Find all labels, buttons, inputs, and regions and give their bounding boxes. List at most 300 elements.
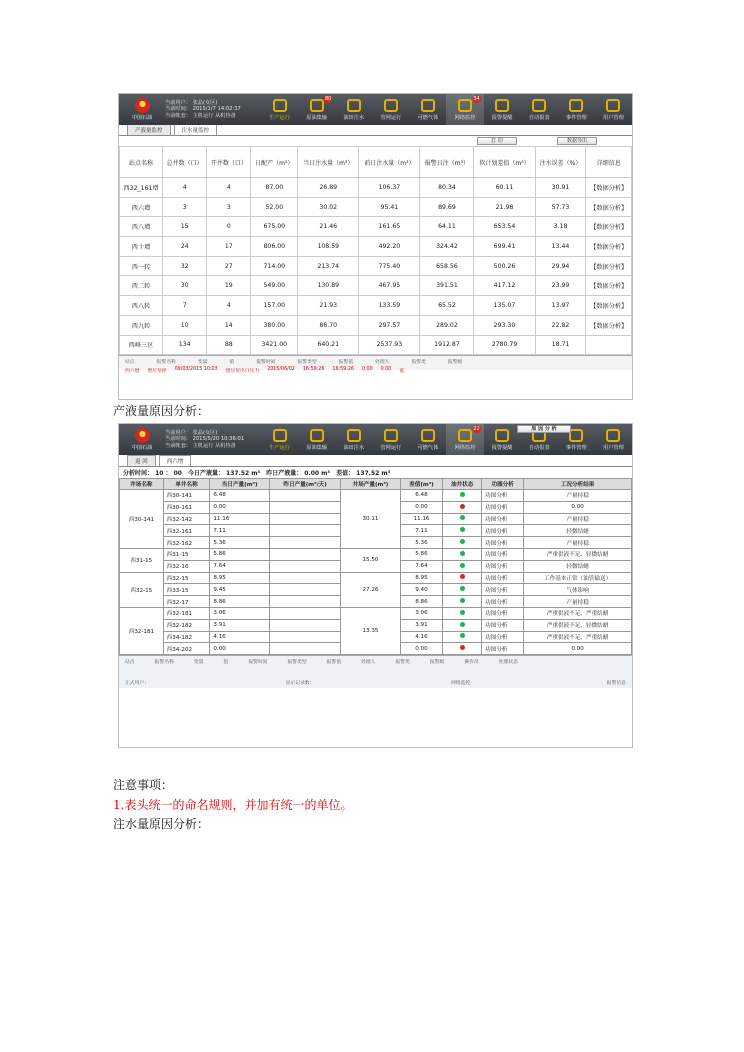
table-cell: 15 bbox=[163, 217, 207, 237]
alarm-header: 站点 bbox=[125, 660, 135, 666]
table-cell: 391.51 bbox=[420, 276, 474, 296]
table-cell: 30 bbox=[163, 276, 207, 296]
alarm-value: 增压泵停 bbox=[147, 369, 167, 375]
condition-result: 产量持稳 bbox=[524, 490, 632, 502]
diff-value: 6.48 bbox=[400, 490, 442, 502]
column-header: 详细信息 bbox=[586, 147, 632, 178]
note-title: 注意事项： bbox=[113, 778, 174, 792]
alarm-header: 报警名称 bbox=[154, 660, 174, 666]
table-cell: 2780.79 bbox=[474, 335, 535, 355]
status-dot bbox=[460, 610, 465, 615]
today-output: 0.00 bbox=[210, 643, 270, 655]
status-dot bbox=[460, 527, 465, 532]
table-cell: 0 bbox=[207, 217, 251, 237]
table-cell: 60.11 bbox=[474, 178, 535, 198]
nav-label: 用户管理 bbox=[603, 444, 624, 451]
table-cell: 106.37 bbox=[359, 178, 420, 198]
alarm-value: 09/03/2015 10:03 bbox=[174, 367, 218, 373]
dyno-analysis-link[interactable]: 功图分析 bbox=[482, 643, 524, 655]
alarm-header: 报警值 bbox=[326, 660, 342, 666]
condition-result: 轻微结蜡 bbox=[524, 525, 632, 537]
diff-value: 0.00 bbox=[400, 501, 442, 513]
well-table bbox=[119, 478, 632, 655]
table-cell: 65.52 bbox=[420, 296, 474, 316]
nav-icon bbox=[347, 429, 361, 442]
today-output: 3.06 bbox=[210, 607, 270, 619]
table-cell: 21.46 bbox=[298, 217, 359, 237]
yesterday-output bbox=[269, 584, 340, 596]
table-cell: 西十增 bbox=[120, 237, 163, 257]
table-cell: 西二转 bbox=[120, 276, 163, 296]
main-nav bbox=[261, 424, 632, 455]
nav-icon bbox=[569, 429, 583, 442]
data-analysis-link[interactable]: 【数据分析】 bbox=[586, 256, 632, 276]
nav-item-6[interactable] bbox=[484, 94, 521, 125]
column-header: 当日注水量（m³） bbox=[298, 147, 359, 178]
alarm-value: 低 bbox=[399, 369, 405, 375]
well-status bbox=[443, 596, 482, 608]
alarm-value: 0.00 bbox=[380, 367, 392, 373]
table-cell: 57.73 bbox=[535, 197, 586, 217]
well-status bbox=[443, 619, 482, 631]
nav-item-3[interactable] bbox=[372, 94, 409, 125]
column-header: 单井名称 bbox=[163, 479, 210, 490]
data-analysis-link[interactable]: 【数据分析】 bbox=[586, 276, 632, 296]
nav-icon bbox=[384, 99, 398, 112]
alarm-panel bbox=[119, 655, 632, 688]
dyno-analysis-link[interactable]: 功图分析 bbox=[482, 619, 524, 631]
table-cell: 699.41 bbox=[474, 237, 535, 257]
today-output: 7.11 bbox=[210, 525, 270, 537]
today-output: 11.16 bbox=[210, 513, 270, 525]
data-analysis-link[interactable]: 【数据分析】 bbox=[586, 217, 632, 237]
table-cell: 7 bbox=[163, 296, 207, 316]
alarm-header: 变量 bbox=[193, 660, 204, 666]
nav-item-5[interactable] bbox=[446, 94, 483, 125]
output-diff: 差值： 137.52 m³ bbox=[336, 470, 391, 477]
nav-label: 可燃气体 bbox=[417, 114, 439, 121]
nav-label: 油田注水 bbox=[343, 114, 365, 121]
today-output: 今日产液量： 137.52 m³ bbox=[187, 470, 261, 477]
back-tab[interactable]: 返 回 bbox=[127, 455, 156, 466]
nav-item-6[interactable] bbox=[484, 424, 521, 455]
well-status bbox=[443, 643, 482, 655]
footer-network: 网络监控 bbox=[450, 681, 471, 687]
data-analysis-link[interactable]: 【数据分析】 bbox=[586, 315, 632, 335]
alarm-value: 增压泵出口压力 bbox=[225, 369, 260, 375]
condition-result: 产量持稳 bbox=[524, 596, 632, 608]
diff-value: 9.40 bbox=[400, 584, 442, 596]
well-status bbox=[443, 525, 482, 537]
nav-label: 油田注水 bbox=[343, 444, 365, 451]
data-analysis-link bbox=[586, 335, 632, 355]
nav-item-7[interactable] bbox=[521, 94, 558, 125]
condition-result: 轻微结蜡 bbox=[524, 560, 632, 572]
status-dot bbox=[460, 598, 465, 603]
condition-result: 0.00 bbox=[524, 501, 632, 513]
table-cell: 806.00 bbox=[251, 237, 298, 257]
alarm-value: 2015/06/02 bbox=[267, 367, 295, 373]
nav-icon bbox=[273, 99, 287, 112]
table-cell: 134 bbox=[163, 335, 207, 355]
table-cell: 24 bbox=[163, 237, 207, 257]
table-row bbox=[120, 256, 632, 276]
nav-icon bbox=[458, 429, 472, 442]
current-user: 当前用户： 张晶(女区) bbox=[165, 99, 218, 106]
nav-icon bbox=[310, 99, 324, 112]
note-item-1: 1.表头统一的命名规则，并加有统一的单位。 bbox=[113, 798, 353, 812]
dyno-analysis-link[interactable]: 功图分析 bbox=[482, 631, 524, 643]
status-dot bbox=[460, 563, 465, 568]
dyno-analysis-link[interactable]: 功图分析 bbox=[482, 501, 524, 513]
table-cell: 293.30 bbox=[474, 315, 535, 335]
table-cell: 3.18 bbox=[535, 217, 586, 237]
nav-icon bbox=[532, 99, 546, 112]
alarm-header: 站点 bbox=[125, 360, 135, 366]
alarm-header: 报警类型 bbox=[287, 660, 307, 666]
nav-label: 可燃气体 bbox=[417, 444, 439, 451]
well-name: 西30-141 bbox=[163, 490, 210, 502]
table-cell: 西八增 bbox=[120, 217, 163, 237]
table-cell: 289.02 bbox=[420, 315, 474, 335]
table-cell: 18.71 bbox=[535, 335, 586, 355]
diff-value: 8.95 bbox=[400, 572, 442, 584]
analysis-time: 分析时间： 10 ： 00 bbox=[123, 470, 182, 477]
nav-label: 网络监控 bbox=[454, 444, 476, 451]
table-row bbox=[120, 276, 632, 296]
data-analysis-link[interactable]: 【数据分析】 bbox=[586, 237, 632, 257]
today-output: 8.95 bbox=[210, 572, 270, 584]
nav-icon bbox=[606, 429, 620, 442]
well-name: 西32-162 bbox=[163, 537, 210, 549]
table-cell: 13.44 bbox=[535, 237, 586, 257]
today-output: 9.45 bbox=[210, 584, 270, 596]
table-cell: 88 bbox=[207, 335, 251, 355]
tab-liquid[interactable]: 产液量监控 bbox=[127, 124, 171, 135]
table-cell: 467.95 bbox=[359, 276, 420, 296]
alarm-header: 报警时间 bbox=[256, 360, 276, 366]
nav-label: 生产运行 bbox=[269, 444, 290, 451]
nav-icon bbox=[421, 99, 435, 112]
table-cell: 14 bbox=[207, 315, 251, 335]
well-name: 西32-16 bbox=[163, 560, 210, 572]
status-dot bbox=[460, 622, 465, 627]
column-header: 日配产（m³） bbox=[251, 147, 298, 178]
well-status bbox=[443, 631, 482, 643]
data-analysis-link[interactable]: 【数据分析】 bbox=[586, 178, 632, 198]
dyno-analysis-link[interactable]: 功图分析 bbox=[482, 548, 524, 560]
table-cell: 1912.87 bbox=[420, 335, 474, 355]
user-info bbox=[165, 100, 261, 120]
nav-label: 事件管理 bbox=[565, 114, 587, 121]
site-name: 西30-141 bbox=[120, 490, 164, 549]
table-cell: 27 bbox=[207, 256, 251, 276]
export-button[interactable]: 数据导出 bbox=[557, 137, 597, 145]
status-dot bbox=[460, 515, 465, 520]
data-analysis-link[interactable]: 【数据分析】 bbox=[586, 296, 632, 316]
footer-alarm: 报警信息 bbox=[606, 681, 626, 687]
alarm-value: 西六增 bbox=[125, 369, 140, 375]
nav-icon bbox=[384, 429, 398, 442]
table-cell: 3 bbox=[163, 197, 207, 217]
table-cell: 161.65 bbox=[359, 217, 420, 237]
table-cell: 89.69 bbox=[420, 197, 474, 217]
status-dot bbox=[460, 633, 465, 638]
nav-icon bbox=[310, 429, 324, 442]
status-dot bbox=[460, 551, 465, 556]
table-cell: 64.11 bbox=[420, 217, 474, 237]
table-cell: 4 bbox=[207, 296, 251, 316]
alarm-value: 0.00 bbox=[361, 367, 373, 373]
site-output: 15.50 bbox=[341, 548, 401, 572]
diff-value: 0.00 bbox=[400, 643, 442, 655]
petrochina-logo: 中国石油 bbox=[119, 428, 165, 451]
well-status bbox=[443, 501, 482, 513]
condition-result: 0.00 bbox=[524, 643, 632, 655]
table-cell: 21.98 bbox=[474, 197, 535, 217]
column-header: 前日注水量（m³） bbox=[359, 147, 420, 178]
nav-icon bbox=[347, 99, 361, 112]
column-header: 工况分析结果 bbox=[524, 479, 632, 490]
nav-label: 报警提醒 bbox=[491, 114, 513, 121]
table-cell: 21.93 bbox=[298, 296, 359, 316]
table-row bbox=[120, 548, 632, 560]
well-name: 西31-15 bbox=[163, 548, 210, 560]
nav-item-0[interactable] bbox=[261, 94, 298, 125]
nav-label: 用户管理 bbox=[603, 114, 624, 121]
well-name: 西32-181 bbox=[163, 607, 210, 619]
screenshot-reason-analysis bbox=[118, 423, 633, 748]
nav-label: 事件管理 bbox=[565, 444, 587, 451]
condition-result: 产量持稳 bbox=[524, 513, 632, 525]
well-name: 西32-182 bbox=[163, 619, 210, 631]
diff-value: 5.36 bbox=[400, 537, 442, 549]
column-header: 昨日产量(m³/天) bbox=[269, 479, 340, 490]
table-cell: 297.57 bbox=[359, 315, 420, 335]
condition-result: 严重供液不足、严重结蜡 bbox=[524, 631, 632, 643]
table-cell: 23.99 bbox=[535, 276, 586, 296]
table-cell: 西八转 bbox=[120, 296, 163, 316]
yesterday-output bbox=[269, 596, 340, 608]
table-cell: 3 bbox=[207, 197, 251, 217]
nav-item-4[interactable] bbox=[409, 94, 446, 125]
print-button[interactable]: 打 印 bbox=[477, 137, 517, 145]
dyno-analysis-link[interactable]: 功图分析 bbox=[482, 607, 524, 619]
condition-result: 产量持稳 bbox=[524, 537, 632, 549]
column-header: 井场产量(m³) bbox=[341, 479, 401, 490]
table-cell: 30.91 bbox=[535, 178, 586, 198]
alarm-header: 操作员 bbox=[464, 660, 479, 666]
table-cell: 2537.93 bbox=[359, 335, 420, 355]
alarm-header: 报警类型 bbox=[297, 360, 317, 366]
nav-label: 原油集输 bbox=[306, 114, 328, 121]
alarm-header: 报警时间 bbox=[248, 660, 268, 666]
table-cell: 380.00 bbox=[251, 315, 298, 335]
alarm-header: 处理状态 bbox=[498, 660, 518, 666]
nav-item-1[interactable] bbox=[298, 424, 335, 455]
petrochina-logo: 中国石油 bbox=[119, 98, 165, 121]
yesterday-output bbox=[269, 548, 340, 560]
well-name: 西34-202 bbox=[163, 643, 210, 655]
table-cell: 10 bbox=[163, 315, 207, 335]
notification-badge: 80 bbox=[325, 96, 332, 102]
table-cell: 4 bbox=[207, 178, 251, 198]
column-header: 注水误差（%） bbox=[535, 147, 586, 178]
nav-item-9[interactable] bbox=[595, 424, 632, 455]
well-name: 西32-161 bbox=[163, 525, 210, 537]
data-analysis-link[interactable]: 【数据分析】 bbox=[586, 197, 632, 217]
nav-item-2[interactable] bbox=[335, 94, 372, 125]
table-cell: 87.00 bbox=[251, 178, 298, 198]
alarm-header: 报警级 bbox=[429, 660, 445, 666]
current-time: 当前时间： 2015/5/20 10:36:01 bbox=[165, 436, 245, 443]
dyno-analysis-link[interactable]: 功图分析 bbox=[482, 572, 524, 584]
table-cell: 26.89 bbox=[298, 178, 359, 198]
table-cell: 86.70 bbox=[298, 315, 359, 335]
table-row bbox=[120, 178, 632, 198]
column-header: 功图分析 bbox=[482, 479, 524, 490]
table-cell: 西32_161增 bbox=[120, 178, 163, 198]
nav-icon bbox=[495, 99, 509, 112]
table-cell: 135.07 bbox=[474, 296, 535, 316]
nav-item-1[interactable] bbox=[298, 94, 335, 125]
alarm-value: 16:59:26 bbox=[302, 367, 325, 373]
column-header: 报警日注（m³） bbox=[420, 147, 474, 178]
table-cell: 西六增 bbox=[120, 197, 163, 217]
app-header bbox=[119, 94, 632, 125]
nav-item-9[interactable] bbox=[595, 94, 632, 125]
well-status bbox=[443, 548, 482, 560]
well-status bbox=[443, 584, 482, 596]
alarm-panel bbox=[119, 355, 632, 375]
yesterday-output bbox=[269, 560, 340, 572]
dyno-analysis-link[interactable]: 功图分析 bbox=[482, 560, 524, 572]
yesterday-output bbox=[269, 643, 340, 655]
condition-result: 严重供液不足、轻微结蜡 bbox=[524, 548, 632, 560]
today-output: 6.48 bbox=[210, 490, 270, 502]
nav-item-0[interactable] bbox=[261, 424, 298, 455]
dyno-analysis-link[interactable]: 功图分析 bbox=[482, 584, 524, 596]
column-header: 差值(m³) bbox=[400, 479, 442, 490]
table-cell: 32 bbox=[163, 256, 207, 276]
table-cell: 417.12 bbox=[474, 276, 535, 296]
column-header: 当日产量(m³) bbox=[210, 479, 270, 490]
footer-user: 正式用户： bbox=[125, 681, 149, 687]
site-name: 西32-181 bbox=[120, 607, 164, 654]
table-cell: 3421.00 bbox=[251, 335, 298, 355]
site-output: 13.35 bbox=[341, 607, 401, 654]
nav-item-5[interactable] bbox=[446, 424, 483, 455]
table-cell: 95.41 bbox=[359, 197, 420, 217]
table-row bbox=[120, 296, 632, 316]
main-nav bbox=[261, 94, 632, 125]
site-name: 西32-15 bbox=[120, 572, 164, 607]
column-header: 总井数（口） bbox=[163, 147, 207, 178]
nav-item-4[interactable] bbox=[409, 424, 446, 455]
well-status bbox=[443, 513, 482, 525]
table-row bbox=[120, 315, 632, 335]
reason-analysis-button[interactable]: 原 因 分 析 bbox=[517, 425, 571, 433]
table-row bbox=[120, 197, 632, 217]
nav-icon bbox=[273, 429, 287, 442]
diff-value: 7.11 bbox=[400, 525, 442, 537]
table-cell: 714.00 bbox=[251, 256, 298, 276]
dyno-analysis-link[interactable]: 功图分析 bbox=[482, 490, 524, 502]
table-cell: 19 bbox=[207, 276, 251, 296]
table-row bbox=[120, 490, 632, 502]
today-output: 5.86 bbox=[210, 548, 270, 560]
dyno-analysis-link[interactable]: 功图分析 bbox=[482, 537, 524, 549]
alarm-header: 变量 bbox=[197, 360, 208, 366]
yesterday-output bbox=[269, 513, 340, 525]
table-cell: 492.20 bbox=[359, 237, 420, 257]
dyno-analysis-link[interactable]: 功图分析 bbox=[482, 513, 524, 525]
nav-label: 管网运行 bbox=[380, 444, 402, 451]
footer-records: 显示记录数： bbox=[285, 681, 315, 687]
diff-value: 3.91 bbox=[400, 619, 442, 631]
status-dot bbox=[460, 504, 465, 509]
table-cell: 西九转 bbox=[120, 315, 163, 335]
caption-liquid-analysis: 产液量原因分析： bbox=[113, 404, 210, 418]
condition-result: 严重供液不足、轻微结蜡 bbox=[524, 619, 632, 631]
site-name: 西31-15 bbox=[120, 548, 164, 572]
diff-value: 5.86 bbox=[400, 548, 442, 560]
tab-bar bbox=[119, 125, 632, 136]
alarm-header: 报警级 bbox=[447, 360, 463, 366]
diff-value: 8.86 bbox=[400, 596, 442, 608]
table-row bbox=[120, 335, 632, 355]
table-row bbox=[120, 607, 632, 619]
table-cell: 775.40 bbox=[359, 256, 420, 276]
nav-label: 网络监控 bbox=[454, 114, 476, 121]
nav-label: 原油集输 bbox=[306, 444, 328, 451]
diff-value: 3.06 bbox=[400, 607, 442, 619]
tab-station[interactable]: 西六增 bbox=[159, 455, 192, 466]
well-name: 西34-182 bbox=[163, 631, 210, 643]
table-row bbox=[120, 217, 632, 237]
nav-item-2[interactable] bbox=[335, 424, 372, 455]
today-output: 5.36 bbox=[210, 537, 270, 549]
today-output: 3.91 bbox=[210, 619, 270, 631]
table-cell: 130.89 bbox=[298, 276, 359, 296]
dyno-analysis-link[interactable]: 功图分析 bbox=[482, 525, 524, 537]
table-cell: 675.00 bbox=[251, 217, 298, 237]
table-cell: 52.00 bbox=[251, 197, 298, 217]
nav-item-3[interactable] bbox=[372, 424, 409, 455]
tab-water[interactable]: 注水量监控 bbox=[174, 124, 218, 135]
column-header: 油井状态 bbox=[443, 479, 482, 490]
nav-label: 报警提醒 bbox=[491, 444, 513, 451]
yesterday-output bbox=[269, 490, 340, 502]
table-cell: 西峰三区 bbox=[120, 335, 163, 355]
condition-result: 严重供液不足、严重结蜡 bbox=[524, 607, 632, 619]
caption-water-analysis: 注水量原因分析： bbox=[113, 817, 210, 831]
dyno-analysis-link[interactable]: 功图分析 bbox=[482, 596, 524, 608]
nav-item-8[interactable] bbox=[558, 94, 595, 125]
table-cell: 22.82 bbox=[535, 315, 586, 335]
user-info bbox=[165, 430, 261, 450]
nav-label: 管网运行 bbox=[380, 114, 402, 121]
yesterday-output: 昨日产液量： 0.00 m³ bbox=[266, 470, 331, 477]
alarm-header: 报警类 bbox=[411, 360, 426, 366]
table-cell: 108.59 bbox=[298, 237, 359, 257]
today-output: 0.00 bbox=[210, 501, 270, 513]
table-cell: 29.94 bbox=[535, 256, 586, 276]
well-name: 西32-15 bbox=[163, 572, 210, 584]
today-output: 4.16 bbox=[210, 631, 270, 643]
table-cell: 500.26 bbox=[474, 256, 535, 276]
column-header: 站点名称 bbox=[120, 147, 163, 178]
